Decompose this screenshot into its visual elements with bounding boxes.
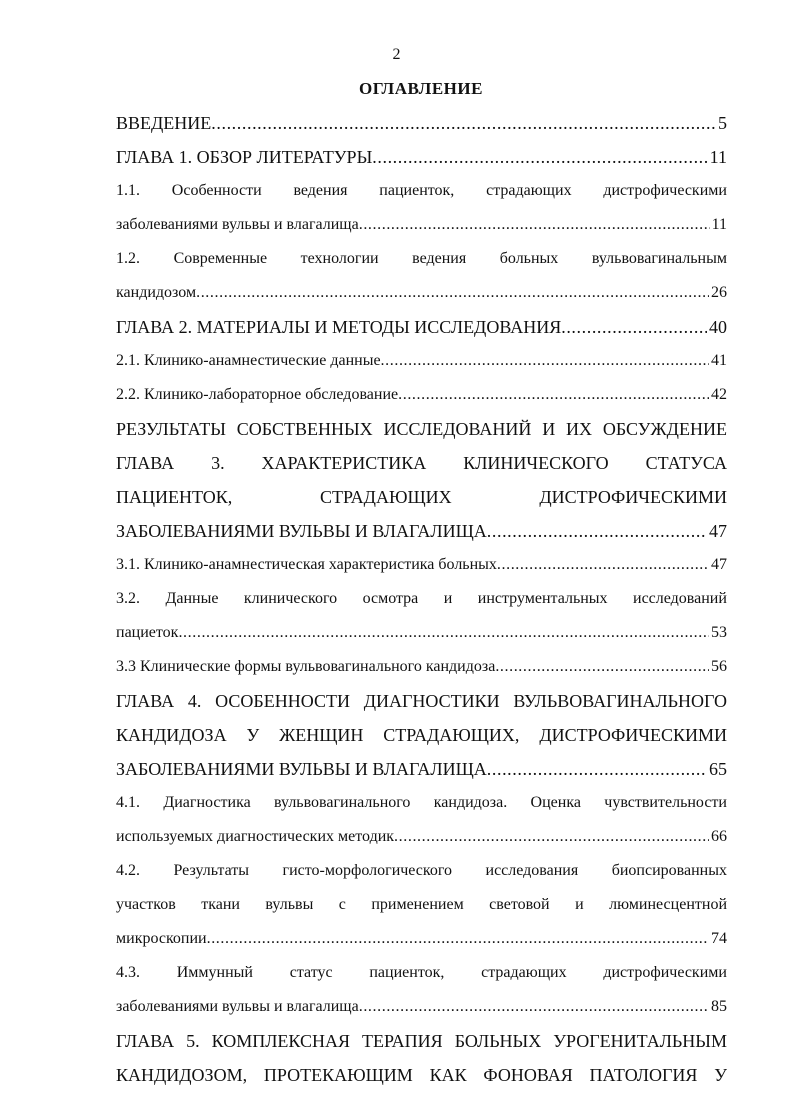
toc-word: ПРОТЕКАЮЩИМ xyxy=(263,1065,413,1085)
toc-word: ДИСТРОФИЧЕСКИМИ xyxy=(539,725,727,745)
dot-leader xyxy=(394,820,709,854)
toc-word: исследований xyxy=(633,590,727,607)
dot-leader xyxy=(497,548,709,582)
toc-entry-text: 3.1. Клинико-анамнестическая характеристика больных xyxy=(116,556,497,573)
toc-word: ВУЛЬВОВАГИНАЛЬНОГО xyxy=(513,691,727,711)
toc-entry-text: 2.1. Клинико-анамнестические данные xyxy=(116,352,381,369)
toc-word: И xyxy=(542,419,556,439)
toc-word: страдающих xyxy=(481,964,567,981)
toc-entry-text: 3.3 Клинические формы вульвовагинального кандидоза xyxy=(116,658,496,675)
toc-entry-text: используемых диагностических методик xyxy=(116,828,395,845)
toc-word: Современные xyxy=(173,250,268,267)
toc-word: ткани xyxy=(201,896,240,913)
toc-word: СОБСТВЕННЫХ xyxy=(236,419,373,439)
toc-page-number: 41 xyxy=(711,352,727,369)
toc-line xyxy=(116,786,727,820)
toc-word: ХАРАКТЕРИСТИКА xyxy=(261,453,427,473)
toc-entry-text: заболеваниями вульвы и влагалища xyxy=(116,216,359,233)
toc-word: кандидоза. xyxy=(433,794,508,811)
dot-leader xyxy=(398,378,709,412)
toc-word: БОЛЬНЫХ xyxy=(454,1031,542,1051)
toc-word: гисто-морфологического xyxy=(282,862,453,879)
toc-word: биопсированных xyxy=(611,862,727,879)
toc-line xyxy=(116,956,727,990)
toc-word: страдающих xyxy=(486,182,572,199)
toc-word: технологии xyxy=(300,250,379,267)
toc-word: дистрофическими xyxy=(603,182,727,199)
toc-line xyxy=(116,446,727,480)
toc-word: Особенности xyxy=(171,182,262,199)
toc-entry-text: пациеток xyxy=(116,624,179,641)
toc-word: применением xyxy=(371,896,464,913)
toc-word: ИССЛЕДОВАНИЙ xyxy=(383,419,532,439)
toc-line xyxy=(116,140,727,174)
toc-word: люминесцентной xyxy=(609,896,727,913)
dot-leader xyxy=(211,106,716,140)
toc-word: КАНДИДОЗА xyxy=(116,725,227,745)
toc-word: У xyxy=(714,1065,727,1085)
toc-word: чувствительности xyxy=(604,794,727,811)
toc-page-number: 26 xyxy=(711,284,727,301)
toc-line xyxy=(116,854,727,888)
toc-page-number: 56 xyxy=(711,658,727,675)
toc-word: 4.2. xyxy=(116,862,140,879)
toc-line xyxy=(116,480,727,514)
toc-word: вульвы xyxy=(265,896,314,913)
toc-word: статус xyxy=(289,964,333,981)
toc-line xyxy=(116,1024,727,1058)
toc-line xyxy=(116,616,727,650)
dot-leader xyxy=(487,514,707,548)
toc-title: ОГЛАВЛЕНИЕ xyxy=(359,79,483,98)
toc-entry-text: ВВЕДЕНИЕ xyxy=(116,113,212,133)
toc-line xyxy=(116,922,727,956)
toc-line xyxy=(116,548,727,582)
toc-word: ПАЦИЕНТОК, xyxy=(116,487,233,507)
toc-page-number: 40 xyxy=(709,317,727,337)
toc-entry-text: ГЛАВА 1. ОБЗОР ЛИТЕРАТУРЫ xyxy=(116,147,373,167)
toc-line xyxy=(116,718,727,752)
toc-word: 1.1. xyxy=(116,182,140,199)
toc-word: Диагностика xyxy=(163,794,251,811)
toc-page-number: 47 xyxy=(709,521,727,541)
toc-word: 4.1. xyxy=(116,794,140,811)
toc-page-number: 42 xyxy=(711,386,727,403)
toc-line xyxy=(116,174,727,208)
toc-line xyxy=(116,412,727,446)
dot-leader xyxy=(381,344,709,378)
toc-word: ГЛАВА xyxy=(116,1031,175,1051)
toc-line xyxy=(116,208,727,242)
toc-line xyxy=(116,684,727,718)
toc-word: 4.3. xyxy=(116,964,140,981)
toc-word: ГЛАВА xyxy=(116,691,175,711)
toc-word: ФОНОВАЯ xyxy=(483,1065,573,1085)
toc-page-number: 11 xyxy=(711,216,727,233)
dot-leader xyxy=(495,650,709,684)
toc-word: КОМПЛЕКСНАЯ xyxy=(211,1031,350,1051)
toc-entry-text: заболеваниями вульвы и влагалища xyxy=(116,998,359,1015)
toc-word: клинического xyxy=(243,590,338,607)
toc-word: 3. xyxy=(211,453,225,473)
dot-leader xyxy=(359,208,710,242)
toc-word: ЖЕНЩИН xyxy=(279,725,364,745)
toc-word: осмотра xyxy=(362,590,419,607)
toc-word: ТЕРАПИЯ xyxy=(361,1031,443,1051)
toc-word: вульвовагинального xyxy=(274,794,411,811)
dot-leader xyxy=(178,616,709,650)
toc-line xyxy=(116,310,727,344)
toc-word: УРОГЕНИТАЛЬНЫМ xyxy=(553,1031,727,1051)
toc-word: вульвовагинальным xyxy=(591,250,727,267)
toc-word: ОСОБЕННОСТИ xyxy=(215,691,350,711)
toc-word: световой xyxy=(489,896,550,913)
dot-leader xyxy=(372,140,707,174)
toc-word: КЛИНИЧЕСКОГО xyxy=(463,453,609,473)
toc-word: дистрофическими xyxy=(603,964,727,981)
toc-page-number: 11 xyxy=(709,147,727,167)
toc-page-number: 53 xyxy=(711,624,727,641)
toc-word: ДИАГНОСТИКИ xyxy=(363,691,500,711)
toc-entry-text: кандидозом xyxy=(116,284,197,301)
toc-page-number: 65 xyxy=(709,759,727,779)
toc-word: ГЛАВА xyxy=(116,453,175,473)
toc-word: Иммунный xyxy=(176,964,253,981)
toc-line xyxy=(116,820,727,854)
toc-word: и xyxy=(443,590,453,607)
toc-word: ПАТОЛОГИЯ xyxy=(589,1065,698,1085)
toc-word: пациенток, xyxy=(369,964,445,981)
toc-page-number: 47 xyxy=(711,556,727,573)
toc-word: Оценка xyxy=(530,794,581,811)
toc-line xyxy=(116,650,727,684)
page-number: 2 xyxy=(392,46,401,63)
toc-word: с xyxy=(338,896,346,913)
toc-word: КАНДИДОЗОМ, xyxy=(116,1065,248,1085)
toc-word: СТРАДАЮЩИХ, xyxy=(383,725,520,745)
toc-line xyxy=(116,276,727,310)
toc-page-number: 66 xyxy=(711,828,727,845)
toc-entry-text: ЗАБОЛЕВАНИЯМИ ВУЛЬВЫ И ВЛАГАЛИЩА xyxy=(116,759,487,779)
table-of-contents xyxy=(116,106,727,1092)
toc-word: 3.2. xyxy=(116,590,140,607)
toc-line xyxy=(116,344,727,378)
toc-line xyxy=(116,242,727,276)
toc-word: ОБСУЖДЕНИЕ xyxy=(602,419,727,439)
toc-line xyxy=(116,378,727,412)
toc-word: 5. xyxy=(186,1031,200,1051)
toc-word: У xyxy=(246,725,260,745)
dot-leader xyxy=(487,752,707,786)
dot-leader xyxy=(196,276,709,310)
toc-word: ИХ xyxy=(566,419,593,439)
dot-leader xyxy=(561,310,707,344)
toc-word: ДИСТРОФИЧЕСКИМИ xyxy=(539,487,727,507)
toc-word: ведения xyxy=(293,182,348,199)
toc-word: и xyxy=(575,896,584,913)
toc-line xyxy=(116,888,727,922)
toc-page-number: 74 xyxy=(711,930,727,947)
toc-entry-text: ЗАБОЛЕВАНИЯМИ ВУЛЬВЫ И ВЛАГАЛИЩА xyxy=(116,521,487,541)
toc-word: КАК xyxy=(429,1065,467,1085)
toc-word: Результаты xyxy=(173,862,250,879)
toc-word: Данные xyxy=(165,590,219,607)
toc-line xyxy=(116,752,727,786)
toc-word: СТРАДАЮЩИХ xyxy=(319,487,452,507)
toc-entry-text: микроскопии xyxy=(116,930,207,947)
toc-word: 4. xyxy=(187,691,202,711)
toc-word: больных xyxy=(499,250,559,267)
toc-word: ведения xyxy=(412,250,467,267)
dot-leader xyxy=(359,990,709,1024)
toc-word: инструментальных xyxy=(477,590,608,607)
toc-word: РЕЗУЛЬТАТЫ xyxy=(116,419,226,439)
toc-word: СТАТУСА xyxy=(645,453,727,473)
toc-word: участков xyxy=(116,896,176,913)
dot-leader xyxy=(207,922,709,956)
toc-line xyxy=(116,106,727,140)
toc-word: пациенток, xyxy=(379,182,455,199)
toc-line xyxy=(116,990,727,1024)
toc-line xyxy=(116,582,727,616)
toc-entry-text: 2.2. Клинико-лабораторное обследование xyxy=(116,386,399,403)
toc-word: исследования xyxy=(485,862,579,879)
toc-line xyxy=(116,1058,727,1092)
toc-entry-text: ГЛАВА 2. МАТЕРИАЛЫ И МЕТОДЫ ИССЛЕДОВАНИЯ xyxy=(116,317,562,337)
toc-page-number: 85 xyxy=(711,998,727,1015)
toc-word: 1.2. xyxy=(116,250,140,267)
toc-line xyxy=(116,514,727,548)
toc-page-number: 5 xyxy=(718,113,727,133)
